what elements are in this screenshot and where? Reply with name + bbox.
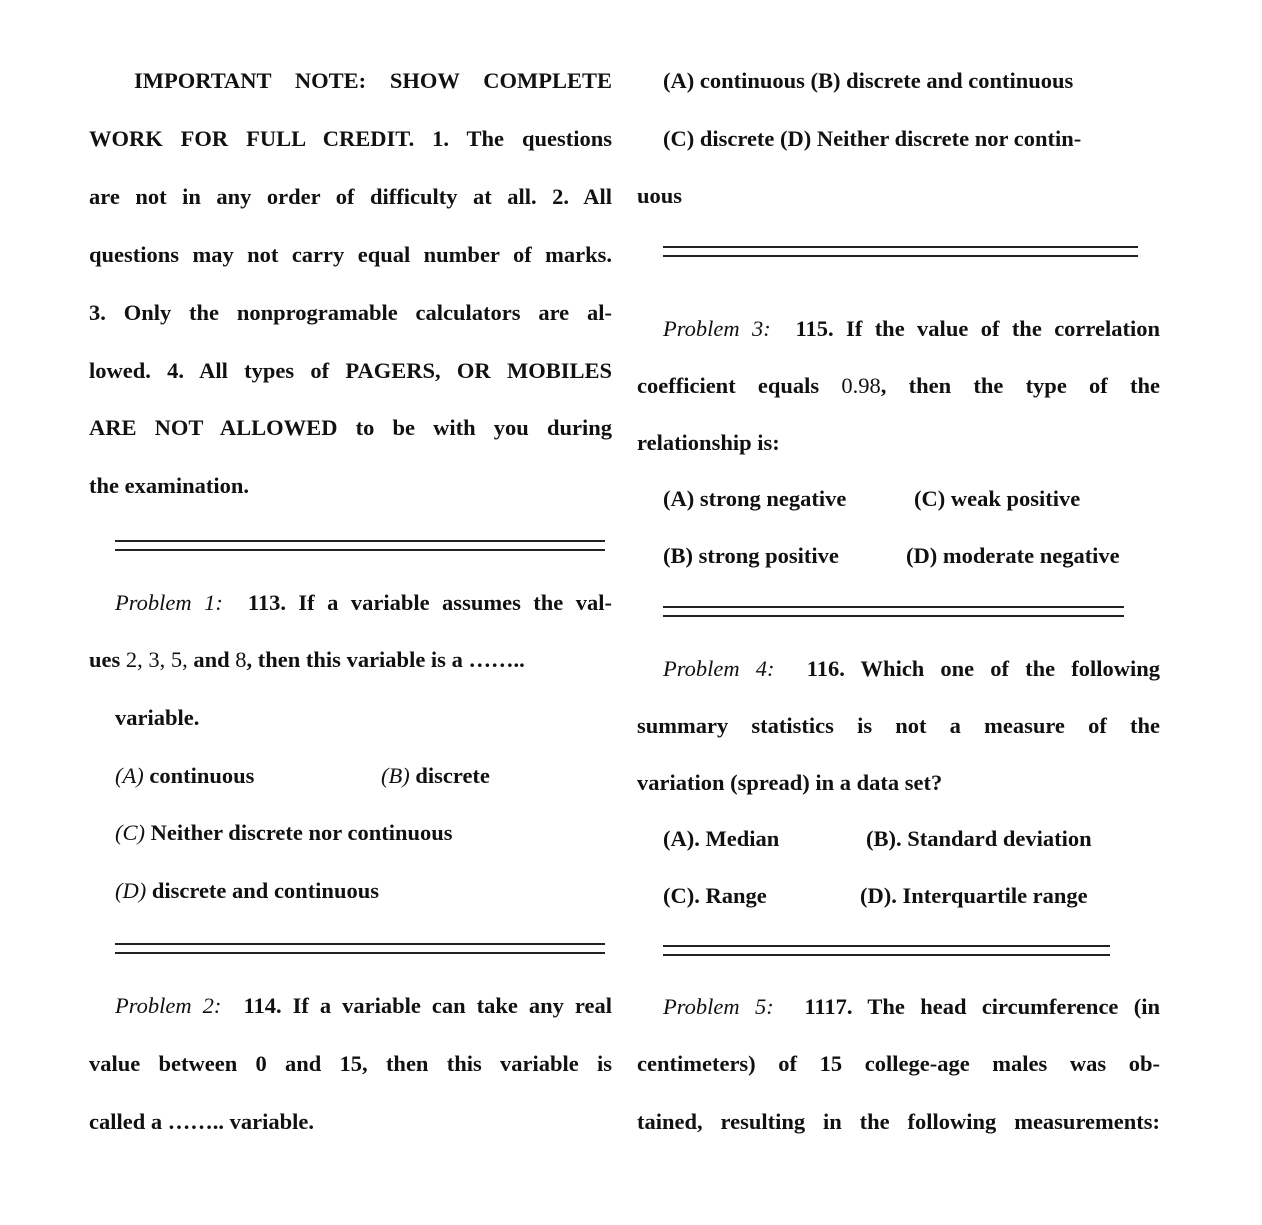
problem-4-line3: variation (spread) in a data set? (637, 770, 943, 795)
separator (115, 540, 605, 551)
problem-label: Problem 3: (663, 316, 771, 341)
text-segment: and (187, 647, 236, 672)
problem-4-line2: summary statistics is not a measure of the (637, 713, 1160, 738)
option-key: (A) (115, 763, 144, 788)
problem-1-line3: variable. (115, 705, 200, 730)
text-segment: coefficient equals (637, 373, 842, 398)
problem-2-line2: value between 0 and 15, then this variable is (89, 1051, 612, 1076)
math-value: 8 (235, 647, 247, 672)
option-a: (A). Median (663, 826, 780, 851)
note-line: 3. Only the nonprogramable calculators are al- (89, 300, 612, 325)
option-a (115, 761, 254, 791)
separator (663, 606, 1124, 617)
option-key: (B) (381, 763, 410, 788)
option-text: Neither discrete nor continuous (150, 820, 453, 845)
note-line: WORK FOR FULL CREDIT. 1. The questions (89, 126, 612, 151)
problem-3-line3: relationship is: (637, 430, 780, 455)
option-c: (C). Range (663, 883, 767, 908)
problem-5-line3: tained, resulting in the following measurements: (637, 1109, 1160, 1134)
option-key: (C) (115, 820, 145, 845)
options-line: uous (637, 183, 683, 208)
option-d: (D). Interquartile range (860, 883, 1088, 908)
option-text: continuous (149, 763, 255, 788)
note-line: lowed. 4. All types of PAGERS, OR MOBILES (89, 358, 612, 383)
math-value: 0.98 (841, 373, 881, 398)
option-b: (B). Standard deviation (866, 826, 1092, 851)
problem-2-line3: called a …….. variable. (89, 1109, 314, 1134)
problem-label: Problem 5: (663, 994, 774, 1019)
option-b: (B) strong positive (663, 543, 839, 568)
problem-text: 1117. The head circumference (in (804, 994, 1160, 1019)
note-line: questions may not carry equal number of marks. (89, 242, 612, 267)
separator (115, 943, 605, 954)
note-line: ARE NOT ALLOWED to be with you during (89, 415, 612, 440)
note-line: the examination. (89, 473, 249, 498)
note-line: are not in any order of difficulty at all. 2. All (89, 184, 612, 209)
option-d (115, 876, 379, 906)
problem-2-line1 (115, 991, 612, 1021)
problem-4-line1 (663, 654, 1160, 684)
problem-1-line2 (89, 645, 525, 675)
problem-text: 116. Which one of the following (806, 656, 1160, 681)
problem-text: 113. If a variable assumes the val- (247, 590, 612, 615)
problem-text: 114. If a variable can take any real (243, 993, 612, 1018)
problem-text: 115. If the value of the correlation (795, 316, 1160, 341)
problem-5-line2: centimeters) of 15 college-age males was ob- (637, 1051, 1160, 1076)
separator (663, 945, 1110, 956)
option-text: discrete and continuous (151, 878, 379, 903)
options-line: (C) discrete (D) Neither discrete nor contin- (663, 126, 1082, 151)
math-values: 2, 3, 5, (125, 647, 188, 672)
problem-label: Problem 1: (115, 590, 223, 615)
option-text: discrete (415, 763, 490, 788)
problem-5-line1 (663, 992, 1160, 1022)
text-segment: , then this variable is a …….. (246, 647, 525, 672)
problem-3-line1 (663, 314, 1160, 344)
option-c: (C) weak positive (914, 486, 1081, 511)
problem-label: Problem 2: (115, 993, 222, 1018)
option-c (115, 818, 453, 848)
note-line: IMPORTANT NOTE: SHOW COMPLETE (134, 68, 612, 93)
text-segment: , then the type of the (880, 373, 1160, 398)
separator (663, 246, 1138, 257)
problem-1-line1 (115, 588, 612, 618)
text-segment: ues (89, 647, 126, 672)
problem-label: Problem 4: (663, 656, 775, 681)
options-line: (A) continuous (B) discrete and continuous (663, 68, 1074, 93)
option-key: (D) (115, 878, 147, 903)
option-d: (D) moderate negative (906, 543, 1120, 568)
option-b (381, 761, 490, 791)
option-a: (A) strong negative (663, 486, 847, 511)
problem-3-line2 (637, 371, 1160, 401)
